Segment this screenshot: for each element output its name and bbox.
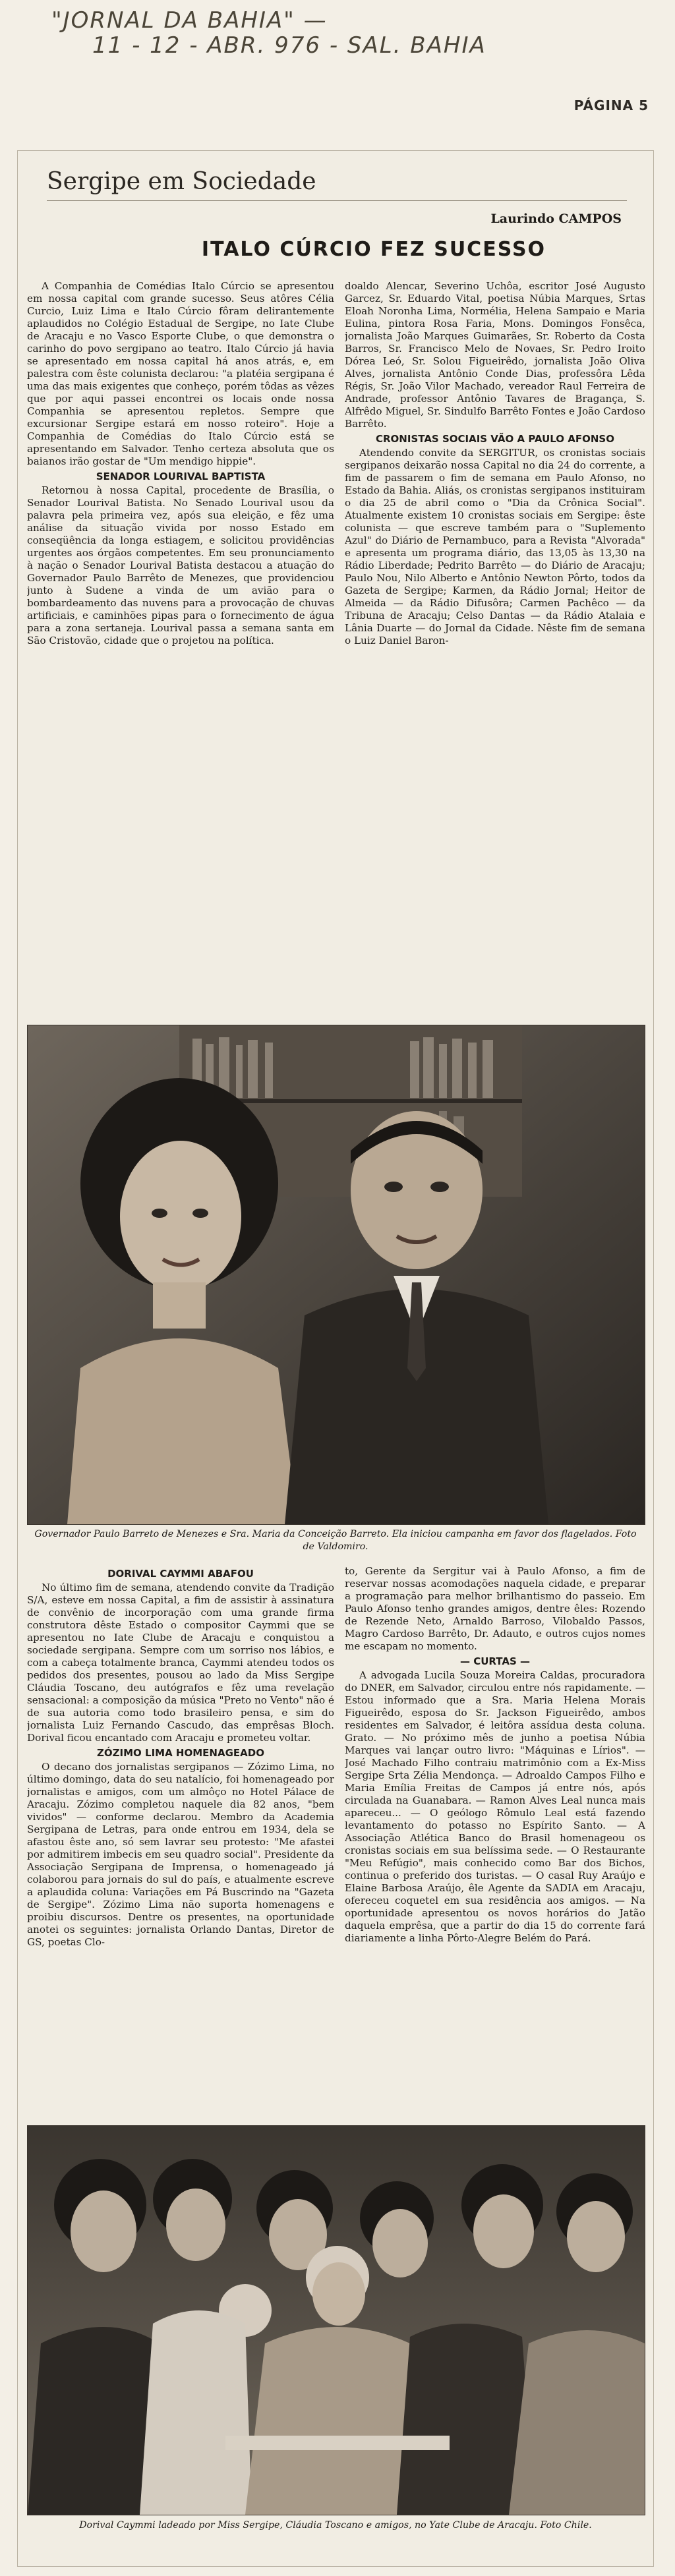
handwritten-note	[46, 8, 666, 58]
article-column-top-left	[27, 280, 334, 1016]
photo-caymmi-caption: Dorival Caymmi ladeado por Miss Sergipe, Cláudia Toscano e amigos, no Yate Clube de Aracaju. Foto Chile.	[79, 2520, 592, 2531]
article-column-top-right	[345, 280, 645, 1016]
article-column-mid-right	[345, 1565, 645, 2119]
photo-governor-and-wife	[27, 1025, 645, 1525]
article-column-mid-left	[27, 1565, 334, 2119]
author-byline: Laurindo CAMPOS	[490, 212, 622, 226]
photo-caymmi-and-friends-image	[28, 2126, 645, 2515]
subheading: — CURTAS —	[460, 1655, 530, 1667]
paragraph: Retornou à nossa Capital, procedente de Brasília, o Senador Lourival Batista. No Senado Lourival usou da palavra pela primeira vez, após sua eleição, e fêz uma análise da situação vivida por nosso Estado em conseqüência da longa estiagem, e solicitou providências urgentes aos órgãos competentes. Em seu pronunciamento à nação o Senador Lourival Batista destacou a atuação do Governador Paulo Barrêto de Menezes, que providenciou junto à Sudene a vinda de um avião para o bombardeamento das nuvens para a provocação de chuvas artificiais, e caminhões pipas para o fornecimento de água para a zona sertaneja. Lourival passa a semana santa em São Cristovão, cidade que o projetou na política.	[27, 484, 334, 646]
paragraph: doaldo Alencar, Severino Uchôa, escritor José Augusto Garcez, Sr. Eduardo Vital, poetisa Núbia Marques, Srtas Eloah Noronha Lima, Normélia, Helena Sampaio e Maria Eulina, pintora Rosa Faria, Mons. Domingos Fonsêca, jornalista João Marques Guimarães, Sr. Roberto da Costa Barros, Sr. Francisco Melo de Novaes, Sr. Pedro Iroito Dórea Leó, Sr. Solou Figueirêdo, jornalista João Oliva Alves, jornalista Antônio Conde Dias, professôra Lêda Régis, Sr. João Vilor Machado, vereador Raul Ferreira de Andrade, professor Antônio Tavares de Bragança, S. Alfrêdo Miguel, Sr. Sindulfo Barrêto Fontes e João Cardoso Barrêto.	[345, 280, 645, 430]
photo-governor-caption: Governador Paulo Barreto de Menezes e Sra. Maria da Conceição Barreto. Ela iniciou campanha em favor dos flagelados. Foto de Valdomiro.	[34, 1529, 637, 1552]
handwritten-note-line1: "JORNAL DA BAHIA" —	[51, 7, 328, 34]
paragraph: No último fim de semana, atendendo convite da Tradição S/A, esteve em nossa Capital, a fim de assistir à assinatura de convênio de incorporação com uma grande firma construtora dêste Estado o compositor Caymmi que se apresentou no Iate Clube de Aracaju e conquistou a sociedade sergipana. Sempre com um sorriso nos lábios, e com a cabeça totalmente branca, Caymmi atendeu todos os pedidos dos presentes, pousou ao lado da Miss Sergipe Cláudia Toscano, deu autógrafos e fêz uma revelação sensacional: a composição da música "Preto no Vento" não é de sua autoria como todo brasileiro pensa, e sim do jornalista Luiz Fernando Cascudo, das emprêsas Bloch. Dorival ficou encantado com Aracaju e prometeu voltar.	[27, 1582, 334, 1744]
page-number: PÁGINA 5	[573, 98, 649, 113]
section-title: Sergipe em Sociedade	[47, 168, 627, 201]
subheading: SENADOR LOURIVAL BAPTISTA	[96, 471, 266, 482]
subheading: DORIVAL CAYMMI ABAFOU	[107, 1568, 254, 1580]
subheading: CRONISTAS SOCIAIS VÃO A PAULO AFONSO	[376, 433, 614, 445]
article-headline: ITALO CÚRCIO FEZ SUCESSO	[201, 238, 546, 261]
handwritten-note-line2: 11 - 12 - ABR. 976 - SAL. BAHIA	[92, 32, 486, 59]
paragraph: A Companhia de Comédias Italo Cúrcio se apresentou em nossa capital com grande sucesso. Seus atôres Célia Curcio, Luiz Lima e Italo Cúrcio fôram delirantemente aplaudidos no Colégio Estadual de Sergipe, no Iate Clube de Aracaju e no Vasco Esporte Clube, o que demonstra o carinho do povo sergipano ao teatro. Italo Cúrcio já havia se apresentado em nossa capital há anos atrás, e, em palestra com êste colunista declarou: "a platéia sergipana é uma das mais exigentes que conheço, porém tôdas as vêzes que por aqui passei encontrei os locais onde nossa Companhia se apresentou repletos. Sempre que excursionar Sergipe estará em nosso roteiro". Hoje a Companhia de Comédias do Italo Cúrcio está se apresentando em Salvador. Tenho certeza absoluta que os baianos irão gostar de "Um mendigo hippie".	[27, 280, 334, 467]
newspaper-clipping	[17, 150, 654, 2567]
subheading: ZÓZIMO LIMA HOMENAGEADO	[97, 1747, 264, 1759]
photo-caymmi-and-friends	[27, 2125, 645, 2515]
paragraph: A advogada Lucila Souza Moreira Caldas, procuradora do DNER, em Salvador, circulou entre nós rapidamente. — Estou informado que a Sra. Maria Helena Morais Figueirêdo, esposa do Sr. Jackson Figueirêdo, ambos residentes em Salvador, é leitôra assídua desta coluna. Grato. — No próximo mês de junho a poetisa Núbia Marques vai lançar outro livro: "Máquinas e Lírios". — José Machado Filho contraiu matrimônio com a Ex-Miss Sergipe Srta Zélia Mendonça. — Adroaldo Campos Filho e Maria Emília Freitas de Campos já entre nós, após circulada na Guanabara. — Ramon Alves Leal nunca mais apareceu... — O geólogo Rômulo Leal está fazendo levantamento do potasso no Espírito Santo. — A Associação Atlética Banco do Brasil homenageou os cronistas sociais em sua belíssima sede. — O Restaurante "Meu Refúgio", mais conhecido como Bar dos Bichos, continua o preferido dos turistas. — O casal Ruy Araújo e Elaine Barbosa Araújo, êle Agente da SADIA em Aracaju, ofereceu coquetel em sua residência aos amigos. — Na oportunidade apresentou os novos horários do Jatão daquela emprêsa, que a partir do dia 15 do corrente fará diariamente a linha Pôrto-Alegre Belém do Pará.	[345, 1669, 645, 1944]
paragraph: Atendendo convite da SERGITUR, os cronistas sociais sergipanos deixarão nossa Capital no dia 24 do corrente, a fim de passarem o fim de semana em Paulo Afonso, no Estado da Bahia. Aliás, os cronistas sergipanos instituiram o dia 25 de abril como o "Dia da Crônica Social". Atualmente existem 10 cronistas sociais em Sergipe: êste colunista — que escreve também para o "Suplemento Azul" do Diário de Pernambuco, para a Revista "Alvorada" e apresenta um programa diário, das 13,05 às 13,30 na Rádio Liberdade; Pedrito Barrêto — do Diário de Aracaju; Paulo Nou, Nilo Alberto e Antônio Newton Pôrto, todos da Gazeta de Sergipe; Karmen, da Rádio Jornal; Heitor de Almeida — da Rádio Difusôra; Carmen Pachêco — da Tribuna de Aracaju; Celso Dantas — da Rádio Atalaia e Lânia Duarte — do Jornal da Cidade. Nêste fim de semana o Luiz Daniel Baron-	[345, 447, 645, 646]
photo-governor-and-wife-image	[28, 1025, 645, 1524]
paragraph: to, Gerente da Sergitur vai à Paulo Afonso, a fim de reservar nossas acomodações naquela cidade, e preparar a programação para melhor brilhantismo do passeio. Em Paulo Afonso tenho grandes amigos, dentre êles: Rozendo de Rezende Neto, Arnaldo Barroso, Vilobaldo Passos, Magro Cardoso Barrêto, Dr. Adauto, e outros cujos nomes me escapam no momento.	[345, 1565, 645, 1652]
paragraph: O decano dos jornalistas sergipanos — Zózimo Lima, no último domingo, data do seu natalício, foi homenageado por jornalistas e amigos, com um almôço no Hotel Pálace de Aracaju. Zózimo completou naquele dia 82 anos, "bem vividos" — conforme declarou. Membro da Academia Sergipana de Letras, para onde entrou em 1934, dela se afastou êste ano, só sem lavrar seu protesto: "Me afastei por admitirem imbecis em seu quadro social". Presidente da Associação Sergipana de Imprensa, o homenageado já colaborou para jornais do sul do país, e atualmente escreve a aplaudida coluna: Variações em Pá Buscrindo na "Gazeta de Sergipe". Zózimo Lima não suporta homenagens e proibiu discursos. Dentre os presentes, na oportunidade anotei os seguintes: jornalista Orlando Dantas, Diretor de GS, poetas Clo-	[27, 1761, 334, 1948]
